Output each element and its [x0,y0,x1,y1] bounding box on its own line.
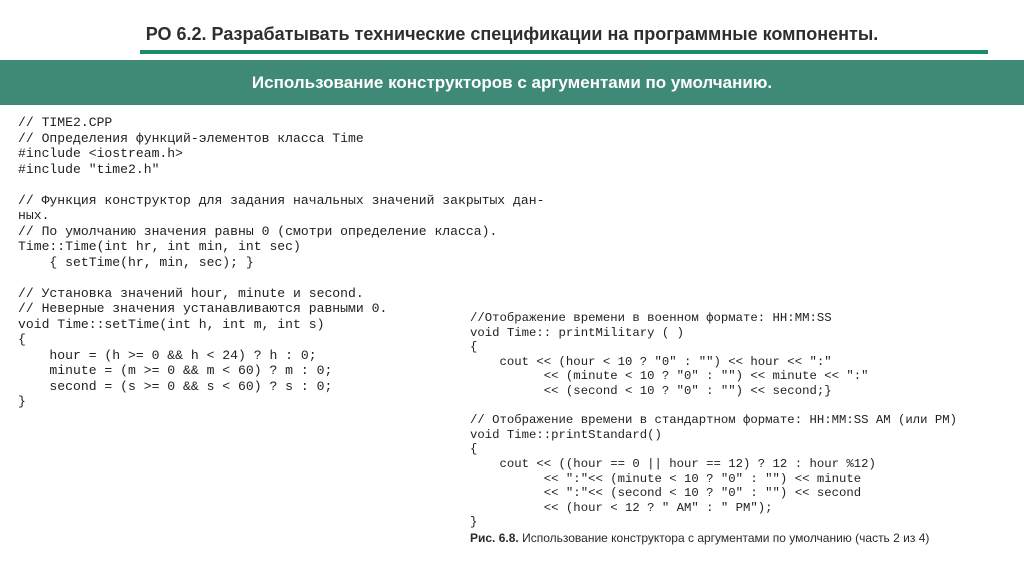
slide-title: РО 6.2. Разрабатывать технические спецификации на программные компоненты. [145,24,879,44]
banner-text: Использование конструкторов с аргументами по умолчанию. [251,72,773,92]
figure-caption-text: Использование конструктора с аргументами по умолчанию (часть 2 из 4) [518,531,930,545]
code-listing-left: // TIME2.CPP // Определения функций-элементов класса Time #include <iostream.h> #include "time2.h" // Функция конструктор для задания начальных значений закрытых дан- ных. // По умолчанию значения равны 0 (смотри определение класса). Time::Time(int hr, int min, int sec) { setTime(hr, min, sec); } // Установка значений hour, minute и second. // Неверные значения устанавливаются равными 0. void Time::setTime(int h, int m, int s) { hour = (h >= 0 && h < 24) ? h : 0; minute = (m >= 0 && m < 60) ? m : 0; second = (s >= 0 && s < 60) ? s : 0; } [18,115,545,409]
figure-label: Рис. 6.8. [470,531,519,545]
code-listing-right: //Отображение времени в военном формате: HH:MM:SS void Time:: printMilitary ( ) { cout << (hour < 10 ? "0" : "") << hour << ":" << (minute < 10 ? "0" : "") << minute << ":" << (second < 10 ? "0" : "") << second;} // Отображение времени в стандартном формате: HH:MM:SS AM (или PM) void Time::printStandard() { cout << ((hour == 0 || hour == 12) ? 12 : hour %12) << ":"<< (minute < 10 ? "0" : "") << minute << ":"<< (second < 10 ? "0" : "") << second << (hour < 12 ? " AM" : " PM"); } [470,311,958,530]
title-underline [140,50,988,54]
figure-caption [470,531,929,545]
section-banner [0,60,1024,105]
